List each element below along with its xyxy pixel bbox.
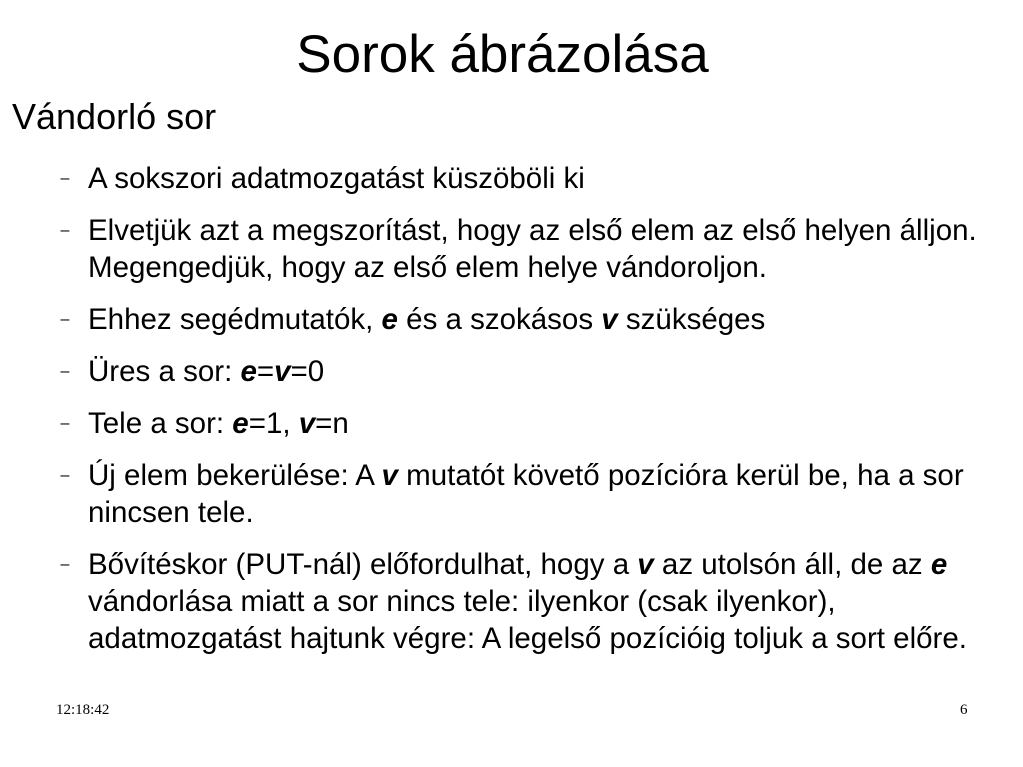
bullet-list (0, 160, 1023, 672)
bullet-dash-marker: – (60, 170, 70, 187)
bullet-item (0, 353, 1023, 390)
bullet-text: vándorlása miatt a sor nincs tele: ilyenkor (csak ilyenkor), adatmozgatást hajtunk végre: A legelső pozícióig toljuk a sort előre. (88, 585, 967, 655)
variable-name: v (274, 355, 291, 388)
bullet-text: Ehhez segédmutatók, (88, 303, 382, 336)
section-subtitle: Vándorló sor (12, 96, 217, 137)
variable-name: v (381, 459, 398, 492)
bullet-item (0, 546, 1023, 657)
bullet-item (0, 457, 1023, 531)
bullet-text: Üres a sor: (88, 355, 241, 388)
bullet-text: A sokszori adatmozgatást küszöböli ki (88, 162, 585, 195)
bullet-text: =1, (248, 407, 299, 440)
bullet-dash-marker: – (60, 363, 70, 380)
bullet-text: Tele a sor: (88, 407, 233, 440)
bullet-text: és a szokásos (397, 303, 602, 336)
variable-name: v (601, 303, 618, 336)
bullet-dash-marker: – (60, 222, 70, 239)
variable-name: v (637, 548, 654, 581)
bullet-item (0, 301, 1023, 338)
bullet-text: szükséges (617, 303, 766, 336)
bullet-text: mutatót követő pozícióra kerül be, ha a sor nincsen tele. (88, 459, 964, 529)
bullet-dash-marker: – (60, 311, 70, 328)
bullet-text: az utolsón áll, de az (653, 548, 931, 581)
bullet-text: = (256, 355, 275, 388)
variable-name: v (298, 407, 316, 440)
bullet-item (0, 212, 1023, 286)
bullet-dash-marker: – (60, 556, 70, 573)
bullet-text: Elvetjük azt a megszorítást, hogy az első elem az első helyen álljon. Megengedjük, hogy az első elem helye vándoroljon. (88, 214, 977, 284)
bullet-item (0, 405, 1023, 442)
bullet-text: =n (315, 407, 349, 440)
variable-name: e (381, 303, 398, 336)
bullet-item (0, 160, 1023, 197)
variable-name: e (240, 355, 257, 388)
slide-title: Sorok ábrázolása (296, 25, 709, 84)
bullet-text: =0 (290, 355, 325, 388)
bullet-text: Új elem bekerülése: A (88, 459, 382, 492)
bullet-dash-marker: – (60, 467, 70, 484)
variable-name: e (232, 407, 249, 440)
bullet-dash-marker: – (60, 415, 70, 432)
footer-time: 12:18:42 (56, 702, 110, 718)
footer-page-number: 6 (960, 702, 968, 718)
variable-name: e (930, 548, 948, 581)
bullet-text: Bővítéskor (PUT-nál) előfordulhat, hogy a (88, 548, 638, 581)
